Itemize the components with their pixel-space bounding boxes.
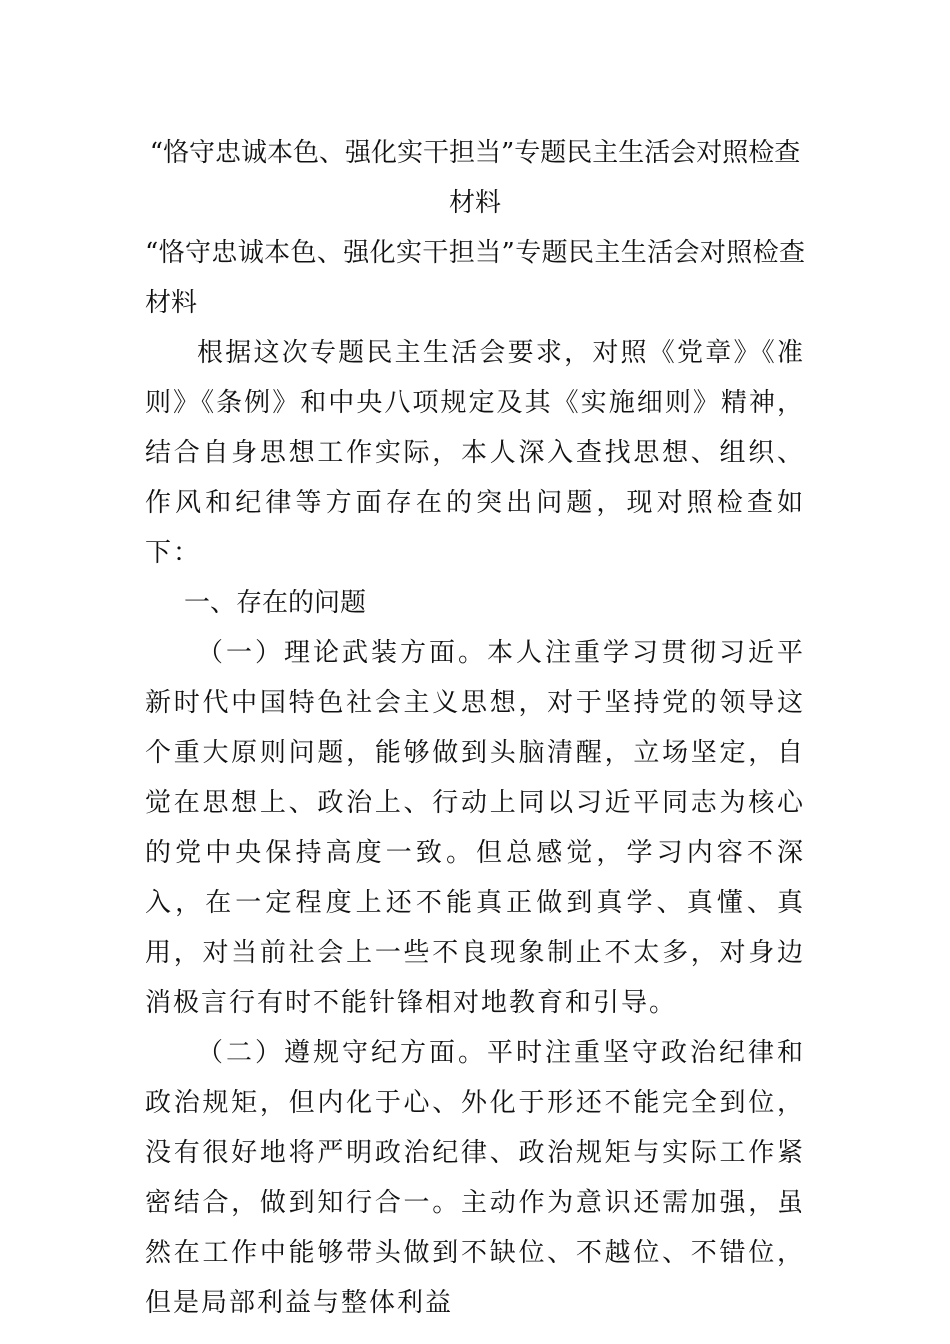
paragraph-discipline: （二）遵规守纪方面。平时注重坚守政治纪律和政治规矩，但内化于心、外化于形还不能完全到位，没有很好地将严明政治纪律、政治规矩与实际工作紧密结合，做到知行合一。主动作为意识还需加强，虽然在工作中能够带头做到不缺位、不越位、不错位，但是局部利益与整体利益	[145, 1038, 805, 1318]
document-title: “恪守忠诚本色、强化实干担当”专题民主生活会对照检查材料	[149, 138, 801, 218]
section-heading-problems: 一、存在的问题	[184, 588, 367, 618]
paragraph-theory: （一）理论武装方面。本人注重学习贯彻习近平新时代中国特色社会主义思想，对于坚持党的领导这个重大原则问题，能够做到头脑清醒，立场坚定，自觉在思想上、政治上、行动上同以习近平同志为核心的党中央保持高度一致。但总感觉，学习内容不深入，在一定程度上还不能真正做到真学、真懂、真用，对当前社会上一些不良现象制止不太多，对身边消极言行有时不能针锋相对地教育和引导。	[145, 638, 805, 1018]
document-page	[145, 128, 805, 1328]
document-subtitle: “恪守忠诚本色、强化实干担当”专题民主生活会对照检查材料	[145, 238, 805, 318]
intro-paragraph: 根据这次专题民主生活会要求，对照《党章》《准则》《条例》和中央八项规定及其《实施细则》精神，结合自身思想工作实际，本人深入查找思想、组织、作风和纪律等方面存在的突出问题，现对照检查如下：	[145, 338, 805, 568]
